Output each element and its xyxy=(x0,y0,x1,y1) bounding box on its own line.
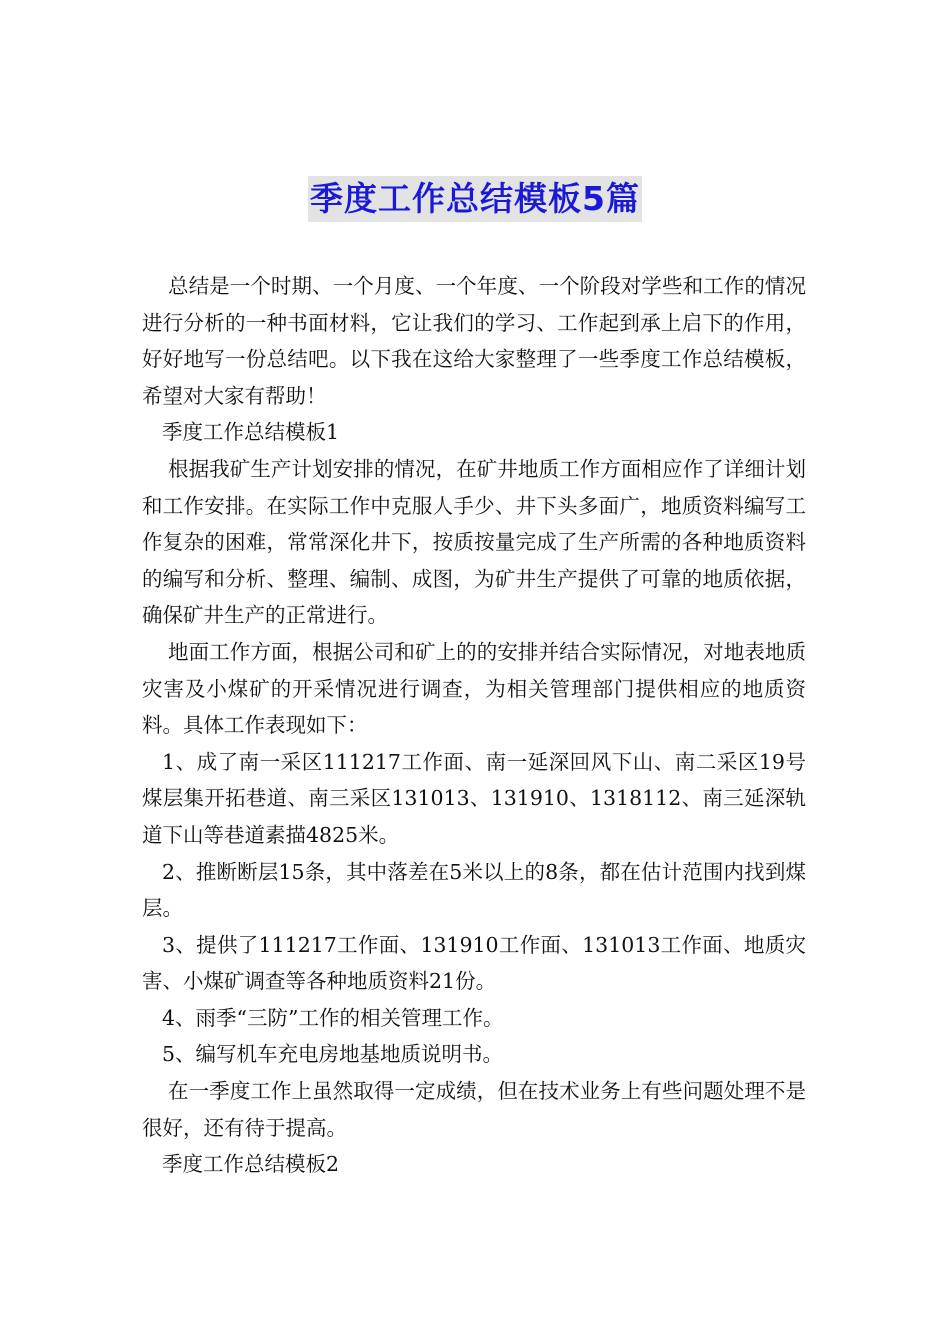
list-item: 4、雨季“三防”工作的相关管理工作。 xyxy=(162,1005,504,1030)
body-paragraph: 地面工作方面，根据公司和矿上的的安排并结合实际情况，对地表地质灾害及小煤矿的开采情况进行调查，为相关管理部门提供相应的地质资料。具体工作表现如下： xyxy=(142,639,806,738)
list-item: 1、成了南一采区111217工作面、南一延深回风下山、南二采区19号煤层集开拓巷道、南三采区131013、131910、1318112、南三延深轨道下山等巷道素描4825米。 xyxy=(142,749,806,847)
list-item: 5、编写机车充电房地基地质说明书。 xyxy=(162,1042,504,1067)
body-paragraph: 在一季度工作上虽然取得一定成绩，但在技术业务上有些问题处理不是很好，还有待于提高。 xyxy=(142,1079,806,1140)
document-body xyxy=(142,268,806,1183)
intro-paragraph: 总结是一个时期、一个月度、一个年度、一个阶段对学些和工作的情况进行分析的一种书面材料，它让我们的学习、工作起到承上启下的作用，好好地写一份总结吧。以下我在这给大家整理了一些季度工作总结模板，希望对大家有帮助！ xyxy=(142,274,806,408)
list-item: 2、推断断层15条，其中落差在5米以上的8条，都在估计范围内找到煤层。 xyxy=(142,859,806,921)
list-item: 3、提供了111217工作面、131910工作面、131013工作面、地质灾害、小煤矿调查等各种地质资料21份。 xyxy=(142,932,806,994)
body-paragraph: 根据我矿生产计划安排的情况，在矿井地质工作方面相应作了详细计划和工作安排。在实际工作中克服人手少、井下头多面广，地质资料编写工作复杂的困难，常常深化井下，按质按量完成了生产所需的各种地质资料的编写和分析、整理、编制、成图，为矿井生产提供了可靠的地质依据，确保矿井生产的正常进行。 xyxy=(142,456,806,628)
title-container xyxy=(0,176,950,222)
document-title: 季度工作总结模板5篇 xyxy=(308,176,642,222)
section-heading-2: 季度工作总结模板2 xyxy=(162,1152,340,1177)
section-heading-1: 季度工作总结模板1 xyxy=(162,420,340,445)
